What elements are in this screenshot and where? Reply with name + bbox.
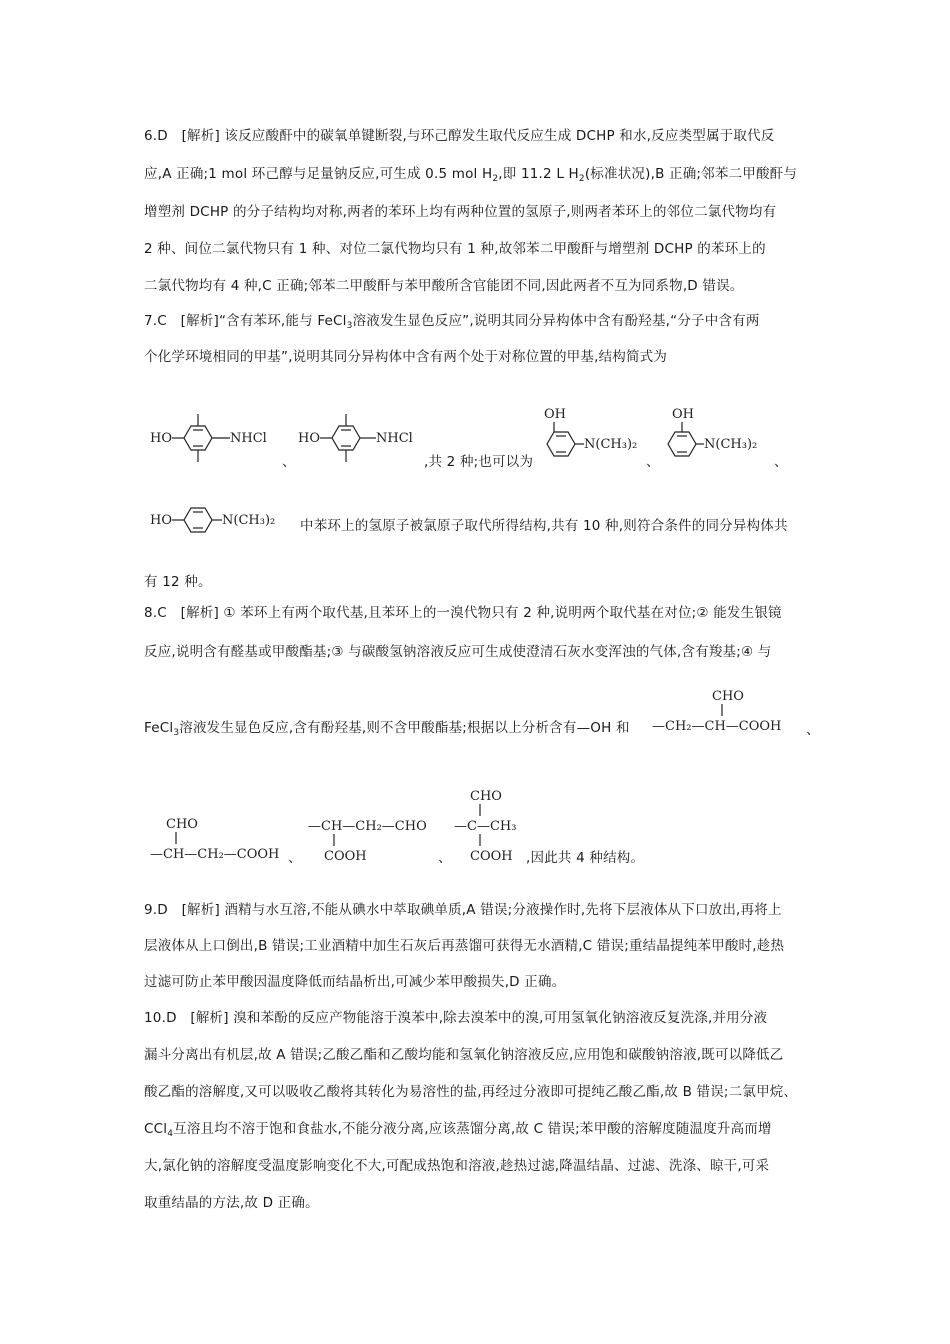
q10-line-4: CCl$_4$互溶且均不溶于饱和食盐水,不能分液分离,应该蒸馏分离,故 C 错误;苯甲酸的溶解度随温度升高而增 bbox=[144, 1121, 772, 1139]
q7-sep-2: 、 bbox=[646, 454, 660, 470]
svg-text:N(CH₃)₂: N(CH₃)₂ bbox=[704, 437, 758, 452]
q8-sep-1: 、 bbox=[806, 722, 820, 738]
q8-end-text: ,因此共 4 种结构。 bbox=[526, 850, 645, 866]
svg-text:—CH—CH₂—CHO: —CH—CH₂—CHO bbox=[308, 819, 427, 834]
q7-line-1: 7.C [解析]“含有苯环,能与 FeCl$_3$溶液发生显色反应”,说明其同分异构体中含有酚羟基,“分子中含有两 bbox=[144, 313, 760, 331]
q7-after-structures: 中苯环上的氢原子被氯原子取代所得结构,共有 10 种,则符合条件的同分异构体共 bbox=[300, 518, 788, 534]
structure-3-ortho-aminophenol bbox=[532, 404, 642, 474]
svg-text:CHO: CHO bbox=[712, 689, 744, 704]
q9-line-3: 过滤可防止苯甲酸因温度降低而结晶析出,可减少苯甲酸损失,D 正确。 bbox=[144, 974, 566, 990]
svg-text:NHCl: NHCl bbox=[376, 431, 413, 446]
q7-sep-1: 、 bbox=[282, 454, 296, 470]
q8-line-2: 反应,说明含有醛基或甲酸酯基;③ 与碳酸氢钠溶液反应可生成使澄清石灰水变浑浊的气体,含有羧基;④ 与 bbox=[144, 644, 772, 660]
fragment-2 bbox=[150, 814, 290, 864]
svg-text:HO: HO bbox=[298, 431, 320, 446]
q7-mid-text: ,共 2 种;也可以为 bbox=[424, 454, 534, 470]
fragment-1 bbox=[652, 686, 802, 736]
q9-line-2: 层液体从上口倒出,B 错误;工业酒精中加生石灰后再蒸馏可获得无水酒精,C 错误;重结晶提纯苯甲酸时,趁热 bbox=[144, 938, 785, 954]
svg-text:—CH₂—CH—COOH: —CH₂—CH—COOH bbox=[652, 719, 782, 734]
svg-text:NHCl: NHCl bbox=[230, 431, 267, 446]
structure-2-dimethyl-aminophenol bbox=[298, 404, 428, 474]
svg-text:—CH—CH₂—COOH: —CH—CH₂—COOH bbox=[150, 847, 280, 862]
svg-text:HO: HO bbox=[150, 513, 172, 528]
svg-text:—C—CH₃: —C—CH₃ bbox=[454, 819, 517, 834]
fragment-3 bbox=[308, 814, 438, 864]
q6-line-4: 2 种、间位二氯代物只有 1 种、对位二氯代物均只有 1 种,故邻苯二甲酸酐与增塑剂 DCHP 的苯环上的 bbox=[144, 241, 766, 257]
q6-line-2: 应,A 正确;1 mol 环己醇与足量钠反应,可生成 0.5 mol $H_2$,即 11.2 L $H_2$(标准状况),B 正确;邻苯二甲酸酐与 bbox=[144, 166, 798, 184]
structure-5-para-aminophenol bbox=[150, 500, 300, 540]
q7-last-line: 有 12 种。 bbox=[144, 574, 212, 590]
q8-sep-3: 、 bbox=[438, 850, 452, 866]
q10-line-2: 漏斗分离出有机层,故 A 错误;乙酸乙酯和乙酸均能和氢氧化钠溶液反应,应用饱和碳酸钠溶液,既可以降低乙 bbox=[144, 1047, 784, 1063]
fragment-4 bbox=[454, 786, 534, 864]
svg-text:OH: OH bbox=[672, 407, 694, 422]
svg-text:N(CH₃)₂: N(CH₃)₂ bbox=[584, 437, 638, 452]
svg-text:HO: HO bbox=[150, 431, 172, 446]
q8-line-3: FeCl$_3$溶液发生显色反应,含有酚羟基,则不含甲酸酯基;根据以上分析含有—OH 和 bbox=[144, 720, 630, 738]
q8-line-1: 8.C [解析] ① 苯环上有两个取代基,且苯环上的一溴代物只有 2 种,说明两个取代基在对位;② 能发生银镜 bbox=[144, 605, 782, 621]
svg-text:COOH: COOH bbox=[470, 849, 513, 864]
svg-text:OH: OH bbox=[544, 407, 566, 422]
q6-line-1: 6.D [解析] 该反应酸酐中的碳氧单键断裂,与环己醇发生取代反应生成 DCHP 和水,反应类型属于取代反 bbox=[144, 128, 775, 144]
structure-1-dimethyl-aminophenol bbox=[150, 404, 280, 474]
q7-sep-3: 、 bbox=[774, 454, 788, 470]
structure-4-meta-aminophenol bbox=[660, 404, 770, 474]
q6-line-5: 二氯代物均有 4 种,C 正确;邻苯二甲酸酐与苯甲酸所含官能团不同,因此两者不互为同系物,D 错误。 bbox=[144, 278, 744, 294]
q10-line-1: 10.D [解析] 溴和苯酚的反应产物能溶于溴苯中,除去溴苯中的溴,可用氢氧化钠溶液反复洗涤,并用分液 bbox=[144, 1010, 768, 1026]
q6-line-3: 增塑剂 DCHP 的分子结构均对称,两者的苯环上均有两种位置的氢原子,则两者苯环上的邻位二氯代物均有 bbox=[144, 204, 777, 220]
q10-line-6: 取重结晶的方法,故 D 正确。 bbox=[144, 1195, 319, 1211]
q7-line-2: 个化学环境相同的甲基”,说明其同分异构体中含有两个处于对称位置的甲基,结构简式为 bbox=[144, 349, 668, 365]
svg-text:N(CH₃)₂: N(CH₃)₂ bbox=[222, 513, 276, 528]
svg-text:CHO: CHO bbox=[166, 817, 198, 832]
q9-line-1: 9.D [解析] 酒精与水互溶,不能从碘水中萃取碘单质,A 错误;分液操作时,先将下层液体从下口放出,再将上 bbox=[144, 902, 782, 918]
q8-sep-2: 、 bbox=[288, 850, 302, 866]
q10-line-5: 大,氯化钠的溶解度受温度影响变化不大,可配成热饱和溶液,趁热过滤,降温结晶、过滤、洗涤、晾干,可采 bbox=[144, 1158, 770, 1174]
svg-text:CHO: CHO bbox=[470, 789, 502, 804]
q10-line-3: 酸乙酯的溶解度,又可以吸收乙酸将其转化为易溶性的盐,再经过分液即可提纯乙酸乙酯,故 B 错误;二氯甲烷、 bbox=[144, 1084, 798, 1100]
svg-text:COOH: COOH bbox=[324, 849, 367, 864]
